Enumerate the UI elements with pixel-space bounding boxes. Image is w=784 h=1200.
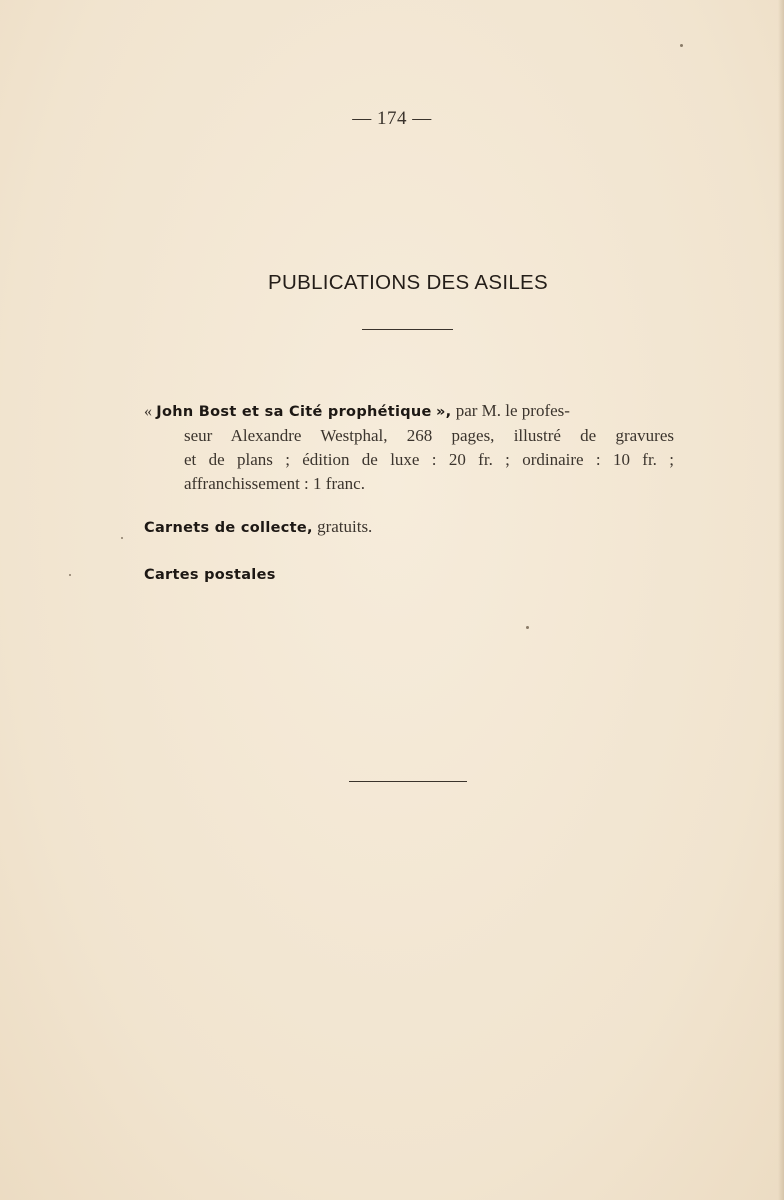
paper-speck — [526, 626, 529, 629]
open-quote: « — [144, 403, 152, 420]
closing-divider — [349, 781, 467, 782]
entry-text: par M. le profes- — [455, 401, 570, 420]
entry-line-2: seur Alexandre Westphal, 268 pages, illustré de gravures — [184, 426, 674, 445]
paper-speck — [680, 44, 683, 47]
page-title: PUBLICATIONS DES ASILES — [268, 271, 548, 294]
close-quote: », — [435, 404, 452, 420]
entry-line-1 — [144, 399, 674, 424]
entry-title: Carnets de collecte, — [144, 520, 313, 536]
publication-entry-john-bost — [144, 399, 674, 496]
entry-title: Cartes postales — [144, 567, 276, 583]
paper-speck — [121, 537, 123, 539]
entry-line-3: et de plans ; édition de luxe : 20 fr. ; ordinaire : 10 fr. ; — [184, 450, 674, 469]
entry-title: John Bost et sa Cité prophétique — [156, 404, 432, 420]
entry-line-4: affranchissement : 1 franc. — [184, 474, 365, 493]
title-divider — [362, 329, 453, 330]
entry-text: gratuits. — [317, 517, 373, 536]
page-number: — 174 — — [352, 108, 432, 129]
page-edge-shadow — [778, 0, 784, 1200]
paper-speck — [69, 574, 71, 576]
publication-entry-carnets — [144, 515, 674, 540]
publication-entry-cartes — [144, 562, 674, 587]
